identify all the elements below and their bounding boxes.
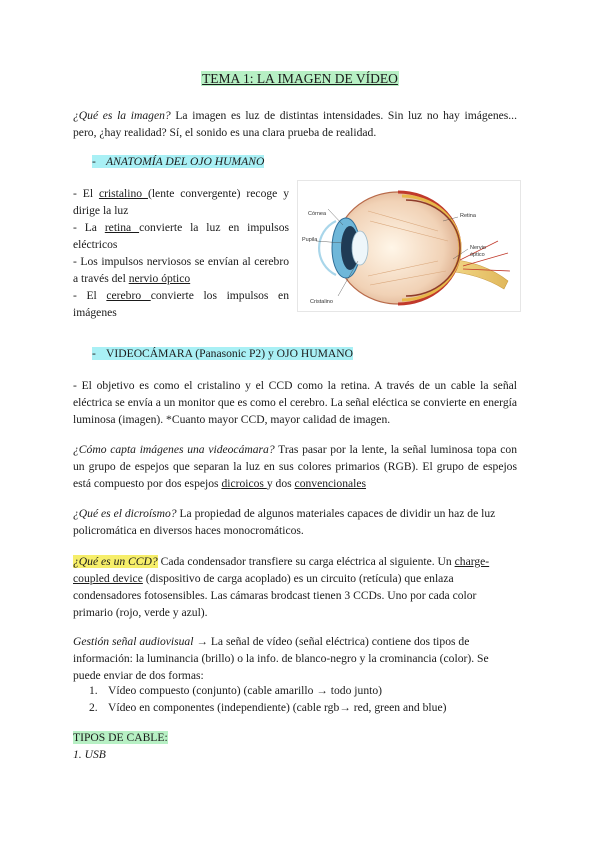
intro-paragraph <box>73 107 517 141</box>
signal-paragraph: Gestión señal audiovisual → La señal de vídeo (señal eléctrica) contiene dos tipos de información: la luminancia (brillo) o la info. de blanco-negro y la crominancia (color). Se puede enviar de dos formas: <box>73 635 489 682</box>
eye-label-pupila: Pupila <box>302 237 318 243</box>
section-videocamera-dash: - <box>92 347 96 360</box>
intro-question: ¿Qué es la imagen? <box>73 109 171 122</box>
anatomy-item: - El cerebro convierte los impulsos en imágenes <box>73 289 289 319</box>
list-item: 1. Vídeo compuesto (conjunto) (cable amarillo → todo junto) <box>89 684 382 697</box>
anatomy-list <box>73 185 289 321</box>
page-title-text: TEMA 1: LA IMAGEN DE VÍDEO <box>202 71 398 86</box>
eye-label-nervio-optico: Nervio óptico <box>470 245 486 258</box>
dichroism-question: ¿Qué es el dicroísmo? <box>73 507 177 520</box>
section-videocamera-heading <box>92 346 353 362</box>
page-title <box>0 71 600 87</box>
videocamera-paragraph: - El objetivo es como el cristalino y el CCD como la retina. A través de un cable la señal eléctrica se envía a un monitor que es como el cerebro. La señal eléctica se convierte en energía luminosa (imagen). *Cuanto mayor CCD, mayor calidad de imagen. <box>73 379 517 426</box>
ccd-question: ¿Qué es un CCD? <box>73 555 158 568</box>
signal-heading: Gestión señal audiovisual <box>73 635 194 648</box>
signal-list <box>73 682 517 716</box>
anatomy-item: - La retina convierte la luz en impulsos eléctricos <box>73 221 289 251</box>
section-videocamera-title: VIDEOCÁMARA (Panasonic P2) y OJO HUMANO <box>106 347 354 360</box>
dichroic-term: dicroicos <box>221 477 267 490</box>
ccd-term: charge-coupled device <box>73 555 490 585</box>
cable-types-section <box>73 729 517 763</box>
anatomy-item: - Los impulsos nerviosos se envían al cerebro a través del nervio óptico <box>73 255 289 285</box>
conventional-term: convencionales <box>294 477 367 490</box>
capture-paragraph: ¿Cómo capta imágenes una videocámara? Tras pasar por la lente, la señal luminosa topa con un grupo de espejos que separan la luz en sus colores primarios (RGB). El grupo de espejos está compuesto por dos espejos dicroicos y dos convencionales <box>73 443 517 490</box>
ccd-paragraph: ¿Qué es un CCD? Cada condensador transfiere su carga eléctrica al siguiente. Un charge-coupled device (dispositivo de carga acoplado) es un circuito (retícula) que enlaza condensadores fotosensibles. Las cámaras brodcast tienen 3 CCDs. Uno por cada color primario (rojo, verde y azul). <box>73 555 490 619</box>
cable-type-item: 1. USB <box>73 748 106 761</box>
section-anatomy-title: ANATOMÍA DEL OJO HUMANO <box>106 155 265 168</box>
eye-label-cristalino: Cristalino <box>310 299 333 305</box>
eye-label-retina: Retina <box>460 213 476 219</box>
list-item: 2. Vídeo en componentes (independiente) (cable rgb→ red, green and blue) <box>89 701 447 714</box>
eye-label-cornea: Córnea <box>308 211 327 217</box>
section-anatomy-heading <box>92 154 264 170</box>
eye-diagram-figure <box>297 180 521 312</box>
intro-text: La imagen es luz de distintas intensidades. Sin luz no hay imágenes... pero, ¿hay realidad? Sí, el sonido es una clara prueba de realidad. <box>73 109 517 139</box>
section-anatomy-dash: - <box>92 155 96 168</box>
capture-question: ¿Cómo capta imágenes una videocámara? <box>73 443 275 456</box>
dichroism-paragraph: ¿Qué es el dicroísmo? La propiedad de algunos materiales capaces de dividir un haz de luz policromática en diversos haces monocromáticos. <box>73 507 496 537</box>
anatomy-item: - El cristalino (lente convergente) recoge y dirige la luz <box>73 187 289 217</box>
cable-types-heading: TIPOS DE CABLE: <box>73 731 168 744</box>
